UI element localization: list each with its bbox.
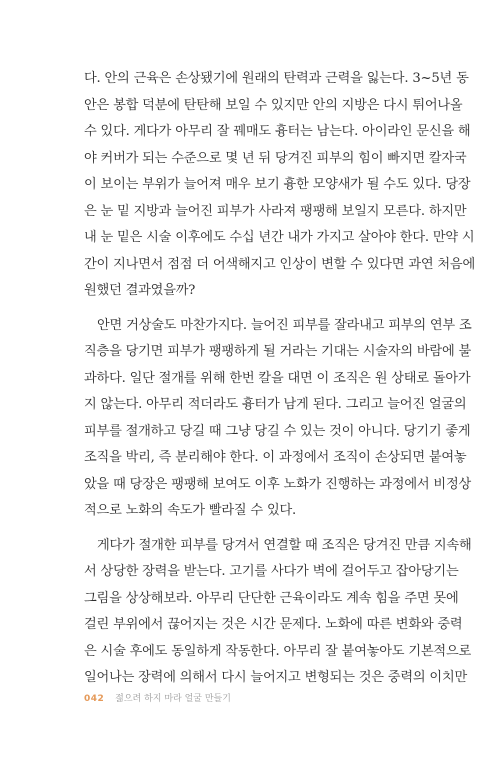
text-line: 은 눈 밑 지방과 늘어진 피부가 사라져 팽팽해 보일지 모른다. 하지만 — [84, 203, 467, 219]
body-text — [84, 66, 476, 700]
text-line: 지 않는다. 아무리 적더라도 흉터가 남게 된다. 그리고 늘어진 얼굴의 — [84, 397, 467, 412]
running-title: 젊으려 하지 마라 얼굴 만들기 — [115, 694, 231, 704]
text-line: 적으로 노화의 속도가 빨라질 수 있다. — [84, 503, 297, 518]
text-line: 직층을 당기면 피부가 팽팽하게 될 거라는 기대는 시술자의 바람에 불 — [84, 344, 472, 359]
text-line: 았을 때 당장은 팽팽해 보여도 이후 노화가 진행하는 과정에서 비정상 — [84, 476, 472, 492]
page-number: 042 — [84, 694, 105, 704]
text-line: 일어나는 장력에 의해서 다시 늘어지고 변형되는 것은 중력의 이치만 — [84, 670, 468, 685]
text-line: 그림을 상상해보라. 아무리 단단한 근육이라도 계속 힘을 주면 못에 — [84, 590, 459, 606]
text-line: 걸린 부위에서 끊어지는 것은 시간 문제다. 노화에 따른 변화와 중력 — [84, 617, 463, 632]
text-line: 게다가 절개한 피부를 당겨서 연결할 때 조직은 당겨진 만큼 지속해 — [97, 537, 472, 553]
page-footer — [84, 692, 231, 706]
text-line: 다. 안의 근육은 손상됐기에 원래의 탄력과 근력을 잃는다. 3~5년 동 — [84, 71, 469, 86]
text-line: 수 있다. 게다가 아무리 잘 꿰매도 흉터는 남는다. 아이라인 문신을 해 — [84, 124, 471, 139]
text-line: 피부를 절개하고 당길 때 그냥 당길 수 있는 것이 아니다. 당기기 좋게 — [84, 423, 471, 439]
text-line: 안은 봉합 덕분에 탄탄해 보일 수 있지만 안의 지방은 다시 튀어나올 — [84, 97, 463, 113]
text-line: 은 시술 후에도 동일하게 작동한다. 아무리 잘 붙여놓아도 기본적으로 — [84, 643, 472, 659]
text-line: 서 상당한 장력을 받는다. 고기를 사다가 벽에 걸어두고 잡아당기는 — [84, 564, 459, 579]
text-line: 조직을 박리, 즉 분리해야 한다. 이 과정에서 조직이 손상되면 붙여놓 — [84, 450, 467, 465]
text-line: 간이 지나면서 점점 더 어색해지고 인상이 변할 수 있다면 과연 처음에 — [84, 256, 476, 272]
text-line: 과하다. 일단 절개를 위해 한번 칼을 대면 이 조직은 원 상태로 돌아가 — [84, 370, 471, 386]
text-line: 안면 거상술도 마찬가지다. 늘어진 피부를 잘라내고 피부의 연부 조 — [97, 317, 472, 333]
paragraph-1 — [84, 66, 476, 305]
text-line: 내 눈 밑은 시술 이후에도 수십 년간 내가 가지고 살아야 한다. 만약 시 — [84, 230, 475, 245]
text-line: 이 보이는 부위가 늘어져 매우 보기 흉한 모양새가 될 수도 있다. 당장 — [84, 177, 471, 192]
paragraph-2 — [84, 313, 472, 525]
text-line: 야 커버가 되는 수준으로 몇 년 뒤 당겨진 피부의 힘이 빠지면 칼자국 — [84, 150, 467, 166]
text-line: 원했던 결과였을까? — [84, 283, 196, 298]
paragraph-3 — [84, 533, 472, 692]
